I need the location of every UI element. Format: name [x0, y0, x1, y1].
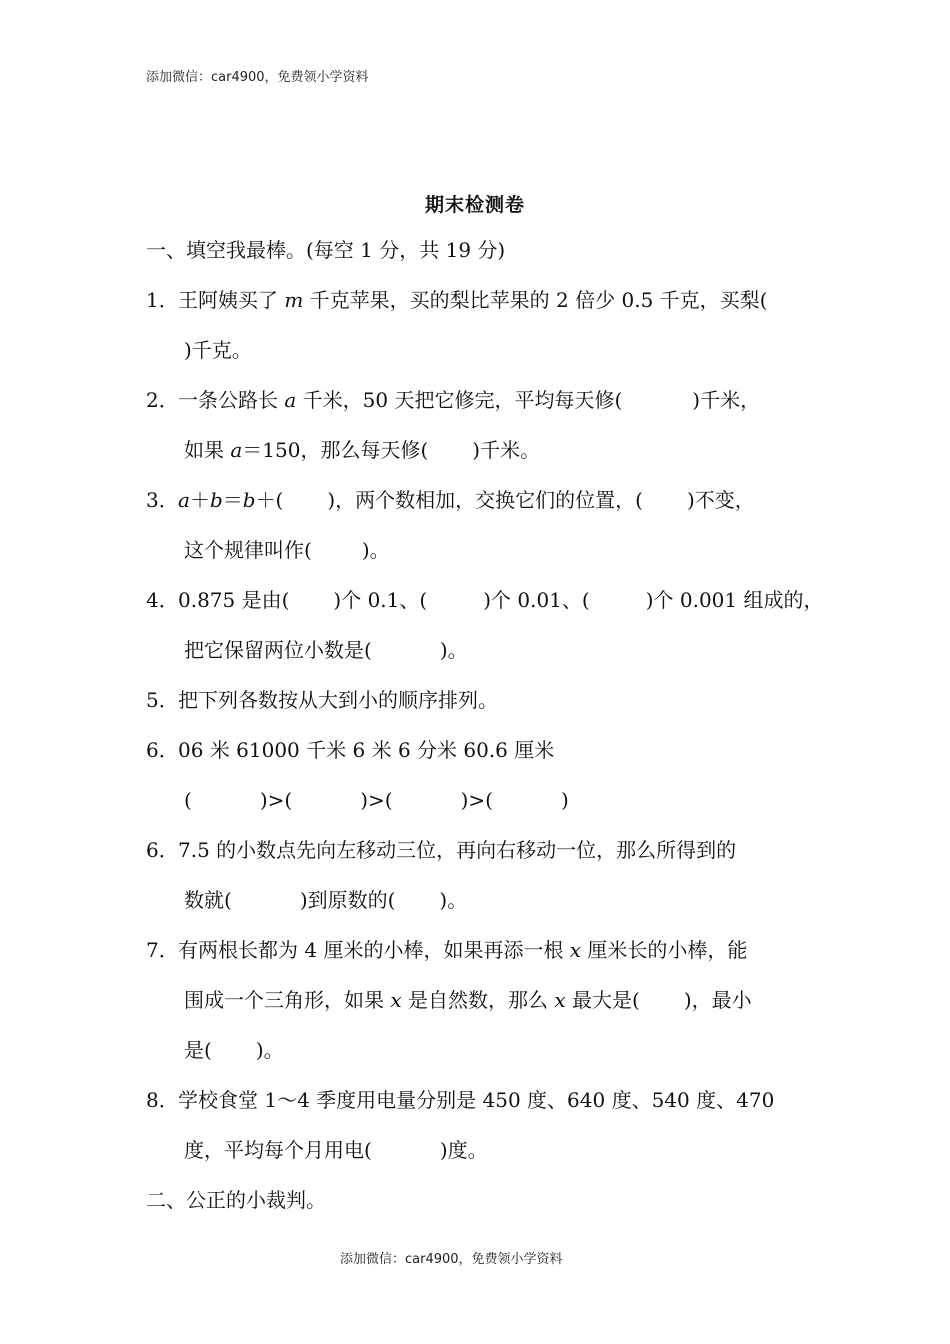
operator: ＝	[222, 488, 243, 512]
question-6b-line2	[184, 888, 467, 912]
question-4-line2	[184, 638, 468, 662]
question-text: )千米，	[692, 388, 761, 412]
question-text: 王阿姨买了	[178, 288, 285, 312]
question-text: 学校食堂 1～4 季度用电量分别是 450 度、640 度、540 度、470	[178, 1088, 775, 1112]
question-2	[146, 388, 760, 412]
question-text: 厘米长的小棒，能	[581, 938, 748, 962]
question-text: )不变，	[686, 488, 755, 512]
question-text: )个 0.001 组成的，	[645, 588, 824, 612]
question-text: )。	[439, 888, 468, 912]
variable: m	[284, 288, 304, 312]
question-text: 0.875 是由(	[178, 588, 290, 612]
variable: b	[242, 488, 256, 512]
question-3-line2	[184, 538, 390, 562]
variable: x	[554, 988, 566, 1012]
variable: x	[390, 988, 402, 1012]
question-text: )到原数的(	[299, 888, 396, 912]
question-text: )，两个数相加，交换它们的位置，(	[327, 488, 643, 512]
question-text: ＋(	[255, 488, 284, 512]
question-number: 1．	[146, 288, 179, 312]
question-1	[146, 288, 767, 312]
comparison: )>(	[460, 788, 493, 812]
variable: a	[284, 388, 297, 412]
question-text: )个 0.1、(	[333, 588, 428, 612]
question-number: 2．	[146, 388, 179, 412]
question-number: 7．	[146, 938, 179, 962]
question-text: 最大是(	[565, 988, 640, 1012]
question-text: 数就(	[184, 888, 232, 912]
variable: b	[209, 488, 223, 512]
question-number: 3．	[146, 488, 179, 512]
question-3	[146, 488, 755, 512]
question-text: )个 0.01、(	[483, 588, 590, 612]
question-text: 把下列各数按从大到小的顺序排列。	[178, 688, 498, 712]
question-8-line2	[184, 1138, 488, 1162]
question-6a-answer-row	[184, 788, 569, 812]
question-text: )。	[439, 638, 468, 662]
question-5	[146, 688, 498, 712]
question-7-line2	[184, 988, 752, 1012]
question-number: 5．	[146, 688, 179, 712]
question-6b	[146, 838, 736, 862]
question-text: 是(	[184, 1038, 212, 1062]
question-text: 千克苹果，买的梨比苹果的 2 倍少 0.5 千克，买梨(	[303, 288, 768, 312]
section2-heading: 二、公正的小裁判。	[146, 1188, 326, 1212]
watermark-top: 添加微信：car4900，免费领小学资料	[146, 70, 369, 85]
question-text: )。	[361, 538, 390, 562]
question-number: 6．	[146, 838, 179, 862]
question-text: 千米，50 天把它修完，平均每天修(	[296, 388, 623, 412]
question-7	[146, 938, 747, 962]
question-number: 4．	[146, 588, 179, 612]
bracket: (	[184, 788, 192, 812]
question-text: 如果	[184, 438, 231, 462]
page-title: 期末检测卷	[424, 194, 525, 216]
bracket: )	[560, 788, 569, 812]
question-text: 把它保留两位小数是(	[184, 638, 372, 662]
question-text: )度。	[439, 1138, 488, 1162]
question-4	[146, 588, 823, 612]
question-text: )。	[255, 1038, 284, 1062]
question-text: 有两根长都为 4 厘米的小棒，如果再添一根	[178, 938, 570, 962]
operator: ＋	[189, 488, 210, 512]
question-text: )千克。	[184, 338, 252, 362]
question-text: 围成一个三角形，如果	[184, 988, 391, 1012]
question-text: 06 米 61000 千米 6 米 6 分米 60.6 厘米	[178, 738, 555, 762]
question-text: 7.5 的小数点先向左移动三位，再向右移动一位，那么所得到的	[178, 838, 737, 862]
question-7-line3	[184, 1038, 284, 1062]
question-text: 度，平均每个月用电(	[184, 1138, 372, 1162]
question-1-line2	[184, 338, 252, 362]
question-text: 一条公路长	[178, 388, 285, 412]
question-text: )千米。	[472, 438, 541, 462]
variable: a	[230, 438, 243, 462]
question-number: 6．	[146, 738, 179, 762]
question-6a	[146, 738, 554, 762]
question-text: ＝150，那么每天修(	[242, 438, 429, 462]
watermark-bottom: 添加微信：car4900，免费领小学资料	[340, 1252, 563, 1267]
comparison: )>(	[259, 788, 293, 812]
question-8	[146, 1088, 774, 1112]
variable: x	[569, 938, 582, 962]
question-2-line2	[184, 438, 540, 462]
question-text: 是自然数，那么	[401, 988, 555, 1012]
question-number: 8．	[146, 1088, 179, 1112]
question-text: )，最小	[683, 988, 752, 1012]
comparison: )>(	[360, 788, 393, 812]
question-text: 这个规律叫作(	[184, 538, 312, 562]
section1-heading: 一、填空我最棒。(每空 1 分，共 19 分)	[146, 238, 506, 262]
variable: a	[178, 488, 190, 512]
